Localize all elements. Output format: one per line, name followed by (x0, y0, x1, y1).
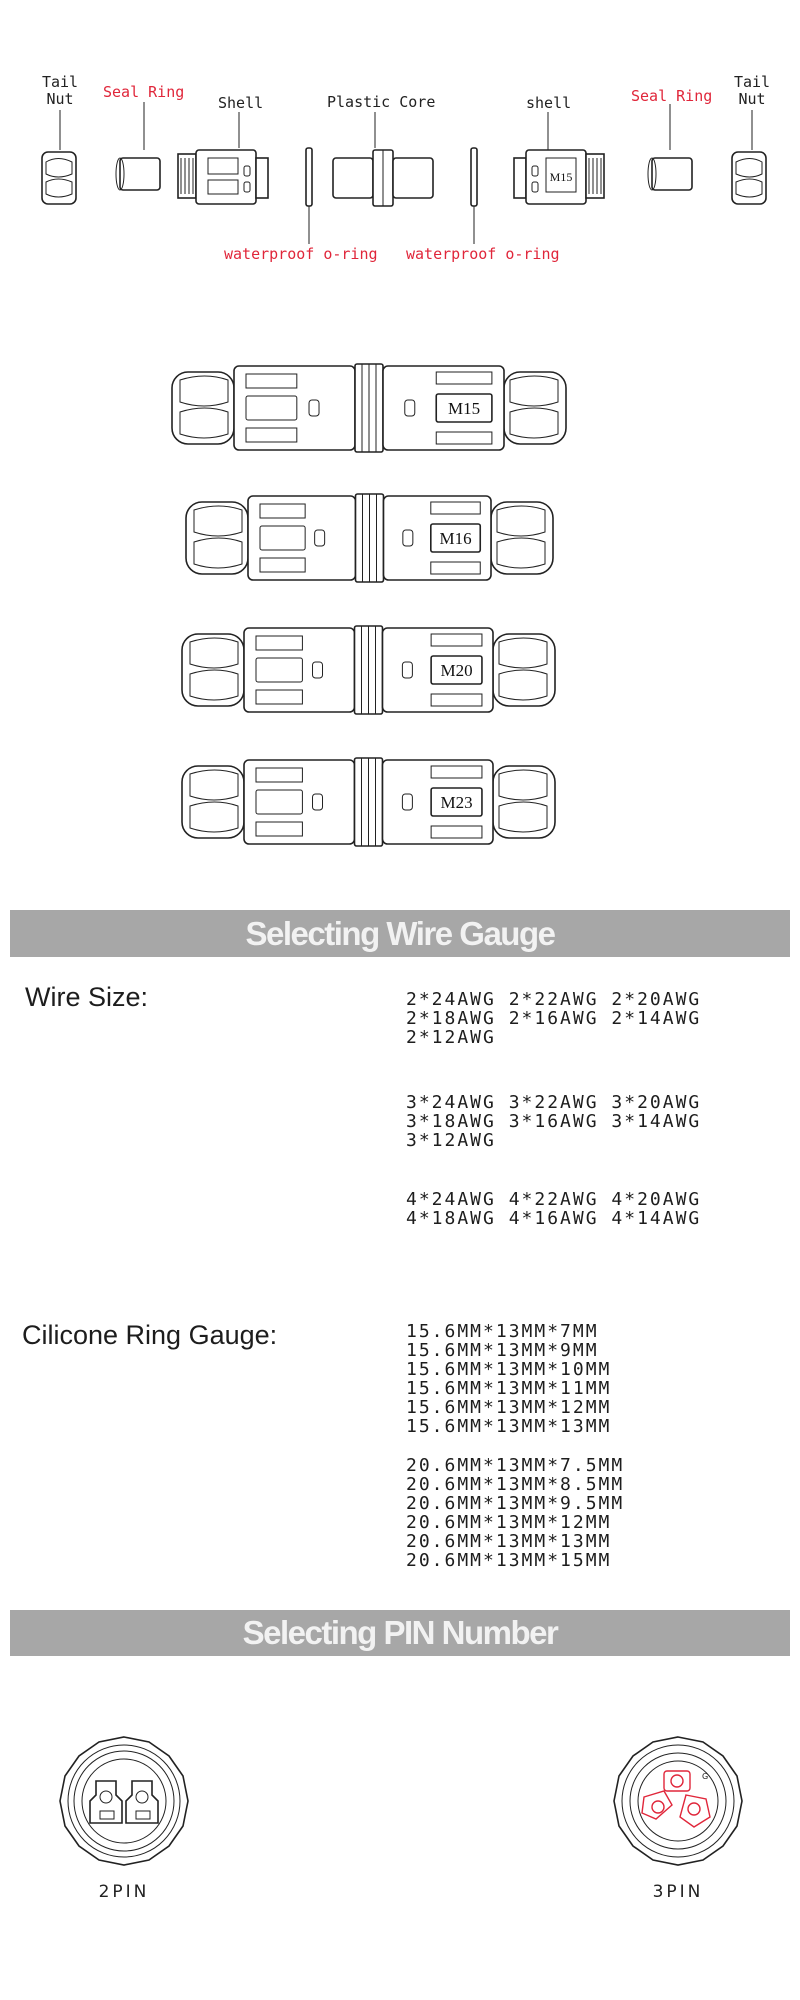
ring-gauge-line: 20.6MM*13MM*8.5MM (406, 1474, 625, 1495)
tail-nut-right (732, 152, 766, 204)
ring-gauge-line: 15.6MM*13MM*12MM (406, 1397, 612, 1418)
ring-gauge-group-2 (406, 1456, 624, 1570)
label-shell-right: shell (526, 94, 572, 112)
wire-size-group-2 (406, 1093, 701, 1150)
wire-size-line: 2*24AWG 2*22AWG 2*20AWG (406, 989, 702, 1010)
shell-right (514, 150, 604, 204)
label-tail-nut-right: Tail Nut (733, 73, 771, 108)
label-seal-ring-right: Seal Ring (631, 87, 713, 105)
pin-label-3pin: 3PIN (652, 1882, 704, 1902)
shell-left (178, 150, 268, 204)
label-tail-nut-left: Tail Nut (41, 73, 79, 108)
wire-size-line: 2*12AWG (406, 1027, 496, 1048)
ring-gauge-line: 20.6MM*13MM*7.5MM (406, 1455, 625, 1476)
assembled-connectors (0, 340, 800, 900)
connector-size-label: M20 (440, 661, 473, 680)
label-oring-right: waterproof o-ring (406, 245, 560, 263)
ring-gauge-line: 20.6MM*13MM*12MM (406, 1512, 612, 1533)
pin-face-3pin (614, 1737, 742, 1865)
plastic-core (333, 150, 433, 206)
ring-gauge-line: 15.6MM*13MM*11MM (406, 1378, 612, 1399)
wire-size-group-1 (406, 990, 701, 1047)
wire-size-group-3 (406, 1190, 701, 1228)
section-pin-number (10, 1610, 790, 1656)
connector-size-label: M23 (440, 793, 473, 812)
connector-m16 (186, 494, 553, 582)
ring-gauge-line: 15.6MM*13MM*10MM (406, 1359, 612, 1380)
wire-size-line: 4*18AWG 4*16AWG 4*14AWG (406, 1208, 702, 1229)
wire-size-line: 2*18AWG 2*16AWG 2*14AWG (406, 1008, 702, 1029)
wire-size-line: 3*12AWG (406, 1130, 496, 1151)
ring-gauge-line: 20.6MM*13MM*15MM (406, 1550, 612, 1571)
wire-size-label: Wire Size: (25, 982, 149, 1012)
shell-badge-text: M15 (549, 170, 573, 184)
ring-gauge-line: 20.6MM*13MM*13MM (406, 1531, 612, 1552)
section-wire-gauge (10, 910, 790, 957)
tail-nut-left (42, 152, 76, 204)
seal-ring-left (116, 158, 160, 190)
connector-m23 (182, 758, 555, 846)
connector-size-label: M16 (439, 529, 472, 548)
ring-gauge-line: 15.6MM*13MM*9MM (406, 1340, 599, 1361)
pin-face-drawings (0, 1735, 800, 1875)
pin-label-2pin: 2PIN (98, 1882, 150, 1902)
label-plastic-core: Plastic Core (327, 93, 436, 111)
seal-ring-right (648, 158, 692, 190)
ring-gauge-line: 20.6MM*13MM*9.5MM (406, 1493, 625, 1514)
wire-size-line: 4*24AWG 4*22AWG 4*20AWG (406, 1189, 702, 1210)
ring-gauge-line: 15.6MM*13MM*13MM (406, 1416, 612, 1437)
wire-size-line: 3*18AWG 3*16AWG 3*14AWG (406, 1111, 702, 1132)
section-pin-number-title: Selecting PIN Number (242, 1614, 558, 1651)
pin-face-2pin (60, 1737, 188, 1865)
connector-size-label: M15 (448, 399, 481, 418)
section-wire-gauge-title: Selecting Wire Gauge (245, 915, 555, 952)
ring-gauge-line: 15.6MM*13MM*7MM (406, 1321, 599, 1342)
exploded-parts-drawing (0, 0, 800, 260)
label-shell-left: Shell (218, 94, 264, 112)
connector-m15 (172, 364, 566, 452)
connector-m20 (182, 626, 555, 714)
svg-text:G: G (702, 1772, 709, 1781)
wire-size-line: 3*24AWG 3*22AWG 3*20AWG (406, 1092, 702, 1113)
ring-gauge-group-1 (406, 1322, 611, 1436)
label-seal-ring-left: Seal Ring (103, 83, 185, 101)
label-oring-left: waterproof o-ring (224, 245, 378, 263)
ring-gauge-label: Cilicone Ring Gauge: (22, 1320, 278, 1350)
oring-left (306, 148, 312, 206)
oring-right (471, 148, 477, 206)
